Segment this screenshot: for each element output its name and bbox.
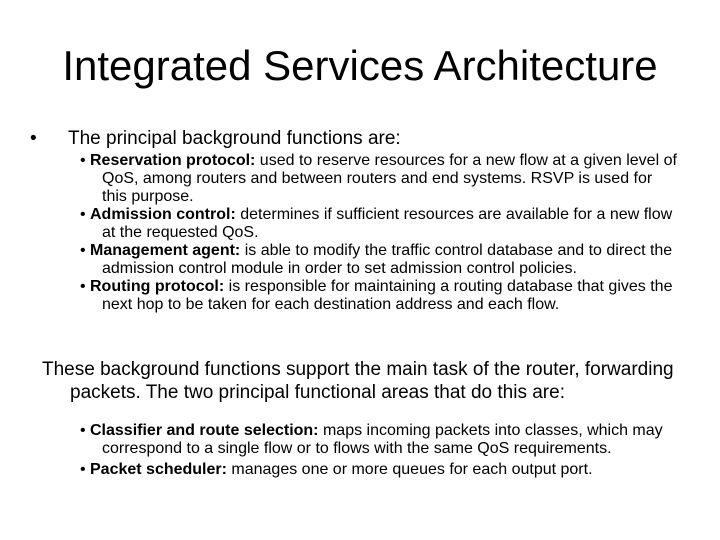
bullet-glyph: •: [30, 128, 37, 149]
bullet-glyph: •: [80, 206, 86, 223]
area-packet-scheduler: [80, 461, 680, 479]
main-task-text: These background functions support the main task of the router, forwarding packets. The two principal functional areas that do this are:: [42, 359, 674, 403]
function-term: Reservation protocol:: [90, 152, 256, 169]
slide-title: Integrated Services Architecture: [62, 42, 658, 89]
function-management-agent: [80, 242, 680, 278]
function-admission-control: [80, 206, 680, 242]
function-reservation-protocol: [80, 152, 680, 206]
area-desc: maps incoming packets into classes, which may correspond to a single flow or to flows with the same QoS requirements.: [102, 422, 663, 457]
area-classifier-route-selection: [80, 422, 680, 458]
function-term: Management agent:: [90, 242, 241, 259]
main-task-paragraph: [42, 358, 692, 404]
bullet-glyph: •: [80, 278, 86, 295]
function-term: Routing protocol:: [90, 278, 225, 295]
intro-text: The principal background functions are:: [68, 128, 401, 149]
bullet-glyph: •: [80, 422, 86, 439]
area-term: Packet scheduler:: [90, 461, 227, 478]
function-term: Admission control:: [90, 206, 236, 223]
function-desc: is responsible for maintaining a routing database that gives the next hop to be taken for each destination address and each flow.: [102, 278, 673, 313]
functional-areas-list: [80, 422, 680, 479]
function-desc: is able to modify the traffic control database and to direct the admission control module in order to set admission control policies.: [102, 242, 673, 277]
bullet-glyph: •: [80, 242, 86, 259]
bullet-glyph: •: [80, 152, 86, 169]
intro-bullet-item: [30, 127, 690, 150]
area-term: Classifier and route selection:: [90, 422, 319, 439]
function-desc: used to reserve resources for a new flow at a given level of QoS, among routers and between routers and end systems. RSVP is used for this purpose.: [102, 152, 677, 205]
function-routing-protocol: [80, 278, 680, 314]
area-desc: manages one or more queues for each output port.: [226, 461, 593, 478]
function-desc: determines if sufficient resources are available for a new flow at the requested QoS.: [102, 206, 673, 241]
background-functions-list: [80, 152, 680, 314]
bullet-glyph: •: [80, 461, 86, 478]
